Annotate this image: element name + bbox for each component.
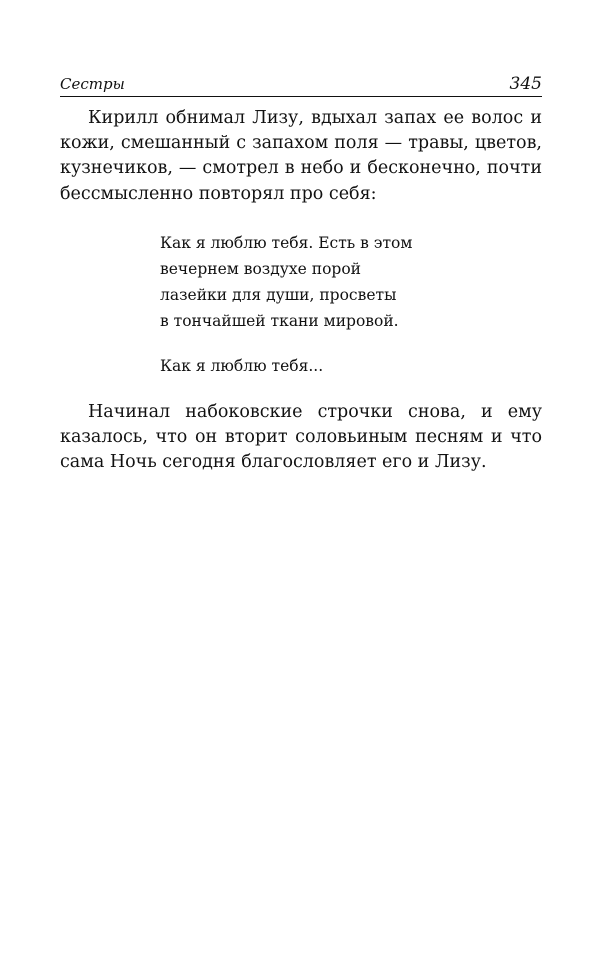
poem-line: лазейки для души, просветы (160, 286, 397, 304)
poem-line: вечернем воздухе порой (160, 260, 361, 278)
page-header (60, 74, 542, 94)
poem-stanza-1 (160, 230, 480, 334)
poem-line: в тончайшей ткани мировой. (160, 312, 399, 330)
body-paragraph-1: Кирилл обнимал Лизу, вдыхал запах ее волос и кожи, смешанный с запахом поля — травы, цветов, кузнечиков, — смотрел в небо и бесконечно, почти бессмысленно повторял про себя: (60, 108, 542, 204)
header-rule (60, 96, 542, 97)
page-number: 345 (509, 74, 542, 94)
running-title: Сестры (60, 75, 125, 93)
poem-stanza-2 (160, 353, 480, 379)
poem-line: Как я люблю тебя. Есть в этом (160, 234, 413, 252)
body-paragraph-2: Начинал набоковские строчки снова, и ему казалось, что он вторит соловьиным песням и что сама Ночь сегодня благословляет его и Лизу. (60, 402, 542, 473)
poem-line: Как я люблю тебя... (160, 357, 324, 375)
